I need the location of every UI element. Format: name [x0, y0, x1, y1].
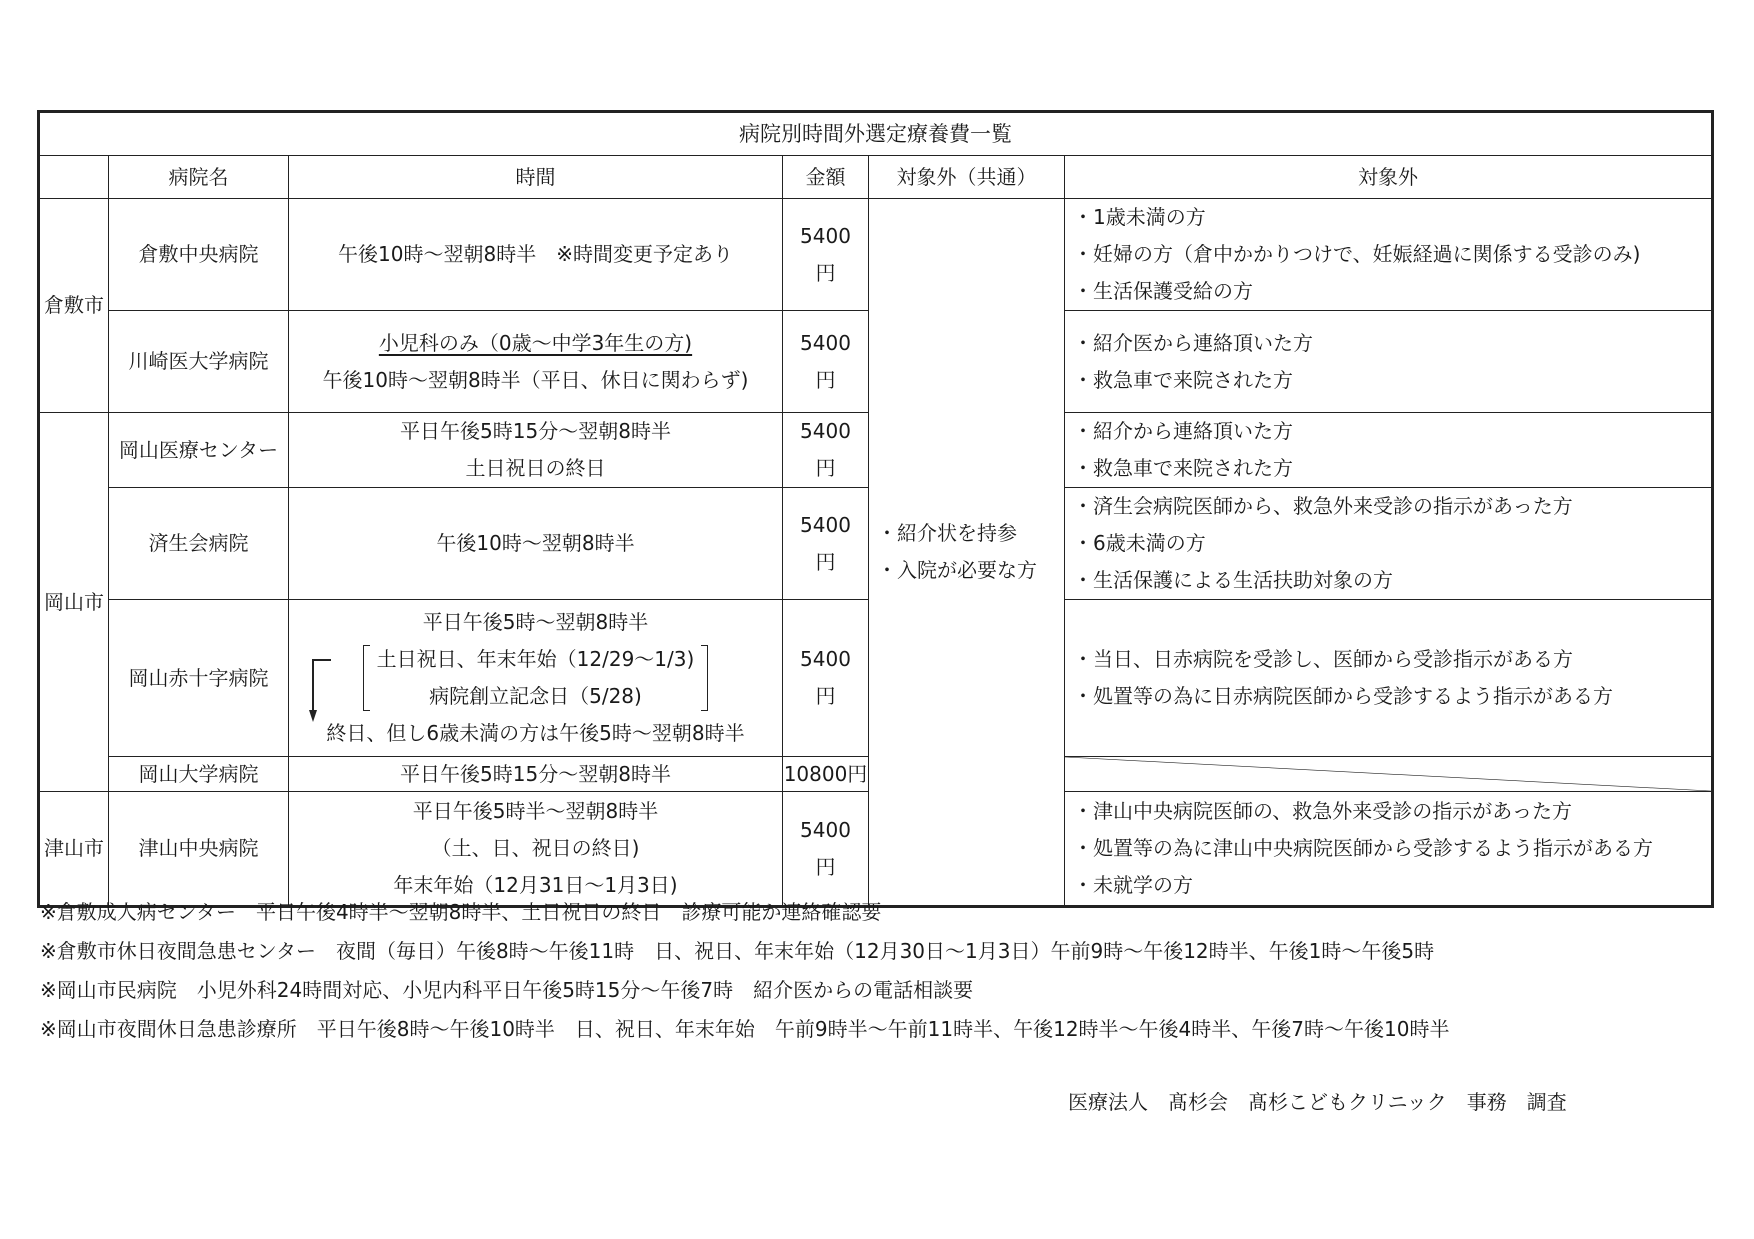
amount-cell: 5400円	[783, 600, 869, 757]
excluded-item: ・紹介医から連絡頂いた方	[1073, 330, 1313, 355]
hospital-name: 済生会病院	[109, 488, 289, 600]
table-row	[39, 199, 1713, 311]
time-cell: 小児科のみ（0歳～中学3年生の方) 午後10時～翌朝8時半（平日、休日に関わらず)	[289, 311, 783, 413]
hospital-name: 倉敷中央病院	[109, 199, 289, 311]
common-excluded-item: ・紹介状を持参	[877, 521, 1017, 545]
amount-cell: 5400円	[783, 413, 869, 488]
city-okayama: 岡山市	[39, 413, 109, 792]
time-cell: 午後10時～翌朝8時半 ※時間変更予定あり	[289, 199, 783, 311]
amount-cell: 5400円	[783, 311, 869, 413]
excluded-item: ・済生会病院医師から、救急外来受診の指示があった方	[1073, 494, 1573, 518]
note-item: ※倉敷市休日夜間急患センター 夜間（毎日）午後8時～午後11時 日、祝日、年末年始（12月30日～1月3日）午前9時～午後12時半、午後1時～午後5時	[40, 939, 1435, 963]
common-excluded-cell	[869, 199, 1065, 907]
notes	[40, 893, 1449, 1049]
excluded-item: ・処置等の為に日赤病院医師から受診するよう指示がある方	[1073, 684, 1613, 708]
time-cell: 平日午後5時半～翌朝8時半 （土、日、祝日の終日) 年末年始（12月31日～1月3日)	[289, 792, 783, 907]
time-cell: 午後10時～翌朝8時半	[289, 488, 783, 600]
hospital-name: 岡山医療センター	[109, 413, 289, 488]
hospital-name: 岡山大学病院	[109, 757, 289, 792]
excluded-item: ・生活保護による生活扶助対象の方	[1073, 568, 1393, 592]
excluded-cell	[1065, 311, 1713, 413]
excluded-item: ・救急車で来院された方	[1073, 456, 1293, 480]
time-cell: 平日午後5時～翌朝8時半 土日祝日、年末年始（12/29～1/3) 病院創立記念日（5/28) 終日、但し6歳未満の方は午後5時～翌朝8時半	[289, 600, 783, 757]
amount-cell: 5400円	[783, 792, 869, 907]
excluded-cell-empty	[1065, 757, 1713, 792]
footer-credit: 医療法人 髙杉会 髙杉こどもクリニック 事務 調査	[1068, 1090, 1567, 1114]
excluded-cell	[1065, 488, 1713, 600]
excluded-item: ・1歳未満の方	[1073, 205, 1206, 229]
city-tsuyama: 津山市	[39, 792, 109, 907]
header-hospital: 病院名	[109, 156, 289, 199]
excluded-item: ・生活保護受給の方	[1073, 279, 1253, 303]
hospital-name: 川崎医大学病院	[109, 311, 289, 413]
excluded-item: ・妊婦の方（倉中かかりつけで、妊娠経過に関係する受診のみ)	[1073, 242, 1641, 266]
excluded-cell	[1065, 199, 1713, 311]
header-time: 時間	[289, 156, 783, 199]
header-excluded-common: 対象外（共通）	[869, 156, 1065, 199]
amount-cell: 5400円	[783, 199, 869, 311]
header-city	[39, 156, 109, 199]
table-title: 病院別時間外選定療養費一覧	[39, 112, 1713, 156]
excluded-item: ・紹介から連絡頂いた方	[1073, 419, 1293, 443]
arrow-down-icon	[309, 658, 333, 724]
hospital-name: 津山中央病院	[109, 792, 289, 907]
time-cell: 平日午後5時15分～翌朝8時半 土日祝日の終日	[289, 413, 783, 488]
excluded-item: ・救急車で来院された方	[1073, 367, 1293, 392]
fee-table	[37, 110, 1714, 908]
city-kurashiki: 倉敷市	[39, 199, 109, 413]
header-amount: 金額	[783, 156, 869, 199]
excluded-cell	[1065, 600, 1713, 757]
note-item: ※岡山市民病院 小児外科24時間対応、小児内科平日午後5時15分～午後7時 紹介医からの電話相談要	[40, 978, 974, 1002]
header-excluded: 対象外	[1065, 156, 1713, 199]
note-item: ※倉敷成人病センター 平日午後4時半～翌朝8時半、土日祝日の終日 診療可能か連絡確認要	[40, 900, 882, 924]
excluded-item: ・津山中央病院医師の、救急外来受診の指示があった方	[1073, 799, 1572, 823]
time-cell: 平日午後5時15分～翌朝8時半	[289, 757, 783, 792]
header-row	[39, 156, 1713, 199]
excluded-item: ・未就学の方	[1073, 873, 1193, 897]
excluded-cell	[1065, 413, 1713, 488]
hospital-name: 岡山赤十字病院	[109, 600, 289, 757]
excluded-item: ・処置等の為に津山中央病院医師から受診するよう指示がある方	[1073, 836, 1653, 860]
note-item: ※岡山市夜間休日急患診療所 平日午後8時～午後10時半 日、祝日、年末年始 午前9時半～午前11時半、午後12時半～午後4時半、午後7時～午後10時半	[40, 1017, 1450, 1041]
common-excluded-item: ・入院が必要な方	[877, 558, 1037, 582]
diagonal-line	[1065, 757, 1711, 791]
amount-cell: 10800円	[783, 757, 869, 792]
excluded-item: ・6歳未満の方	[1073, 531, 1206, 555]
excluded-cell	[1065, 792, 1713, 907]
holiday-bracket: 土日祝日、年末年始（12/29～1/3) 病院創立記念日（5/28)	[363, 641, 709, 715]
amount-cell: 5400円	[783, 488, 869, 600]
excluded-item: ・当日、日赤病院を受診し、医師から受診指示がある方	[1073, 647, 1573, 671]
